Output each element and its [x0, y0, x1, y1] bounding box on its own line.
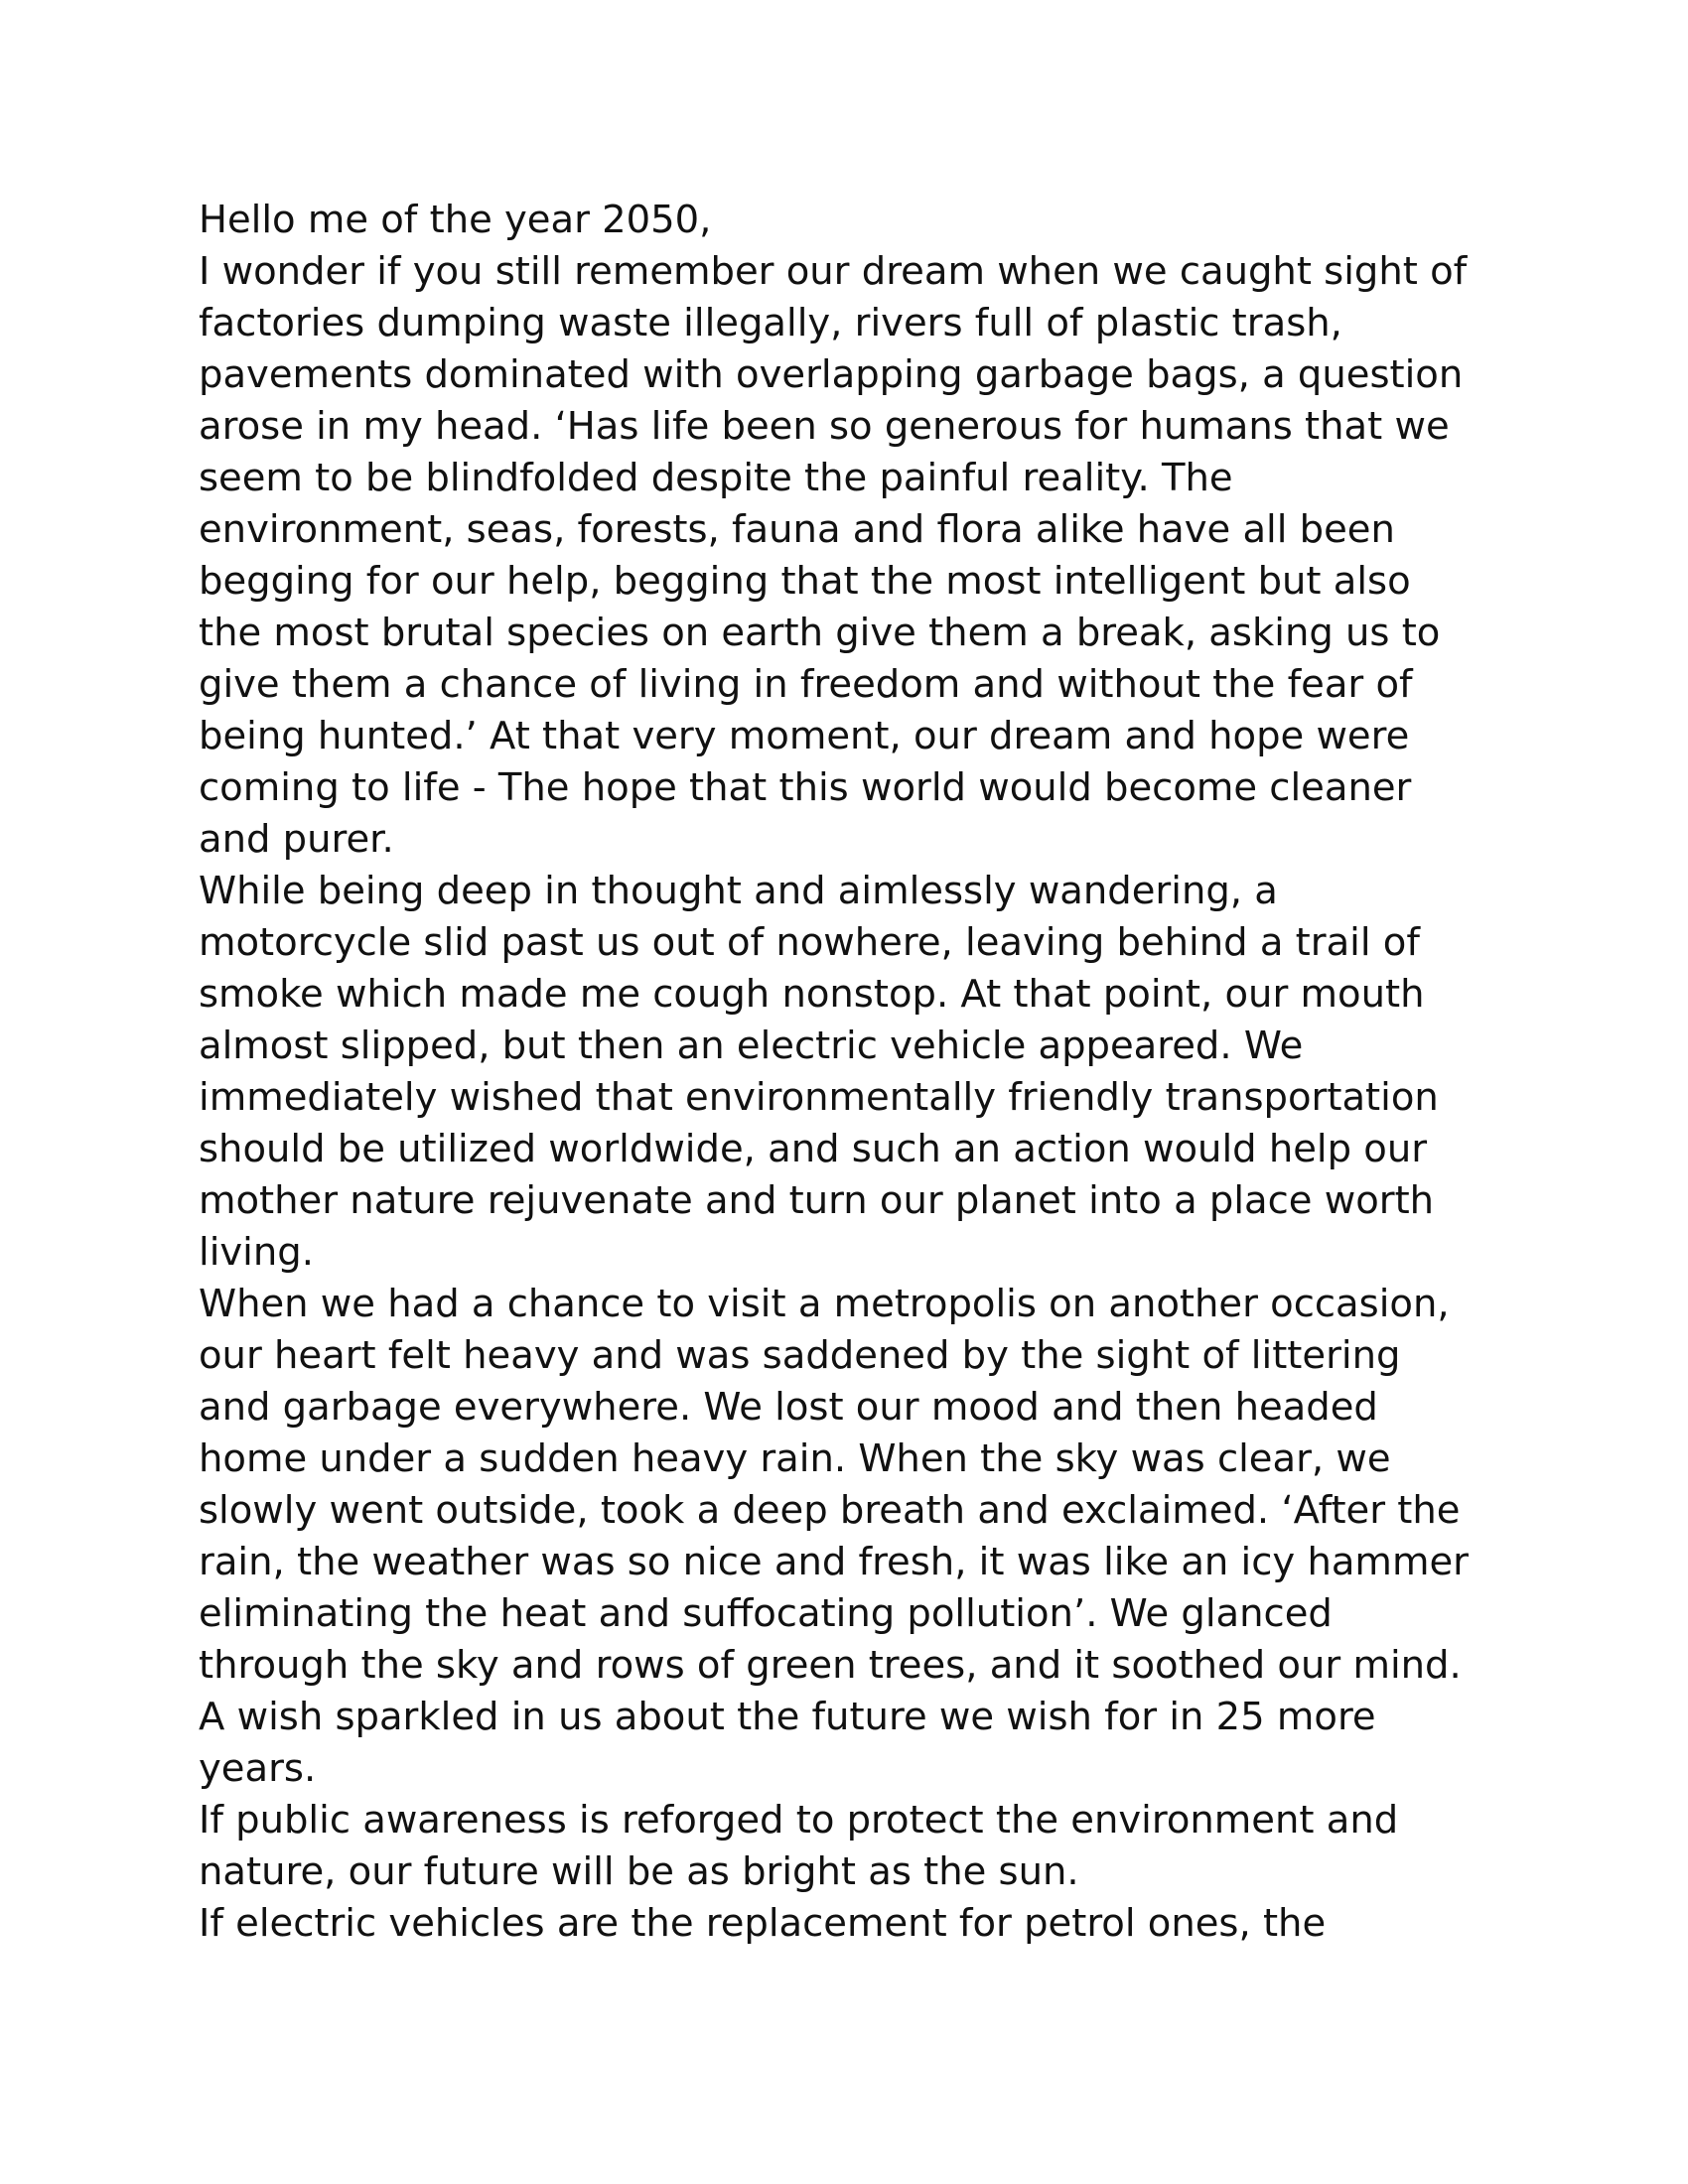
paragraph-dream: I wonder if you still remember our dream when we caught sight of factories dumping waste illegally, rivers full of plastic trash, pavements dominated with overlapping garbage bags, a question arose in my head. ‘Has life been so generous for humans that we seem to be blindfolded despite the painful reality. The environment, seas, forests, fauna and flora alike have all been begging for our help, begging that the most intelligent but also the most brutal species on earth give them a break, asking us to give them a chance of living in freedom and without the fear of being hunted.’ At that very moment, our dream and hope were coming to life - The hope that this world would become cleaner and purer.	[199, 249, 1468, 862]
paragraph-public-awareness: If public awareness is reforged to protect the environment and nature, our future will be as bright as the sun.	[199, 1798, 1399, 1894]
letter-body	[199, 195, 1499, 1950]
paragraph-electric-vehicles: If electric vehicles are the replacement for petrol ones, the	[199, 1901, 1327, 1946]
paragraph-motorcycle: While being deep in thought and aimlessly wandering, a motorcycle slid past us out of nowhere, leaving behind a trail of smoke which made me cough nonstop. At that point, our mouth almost slipped, but then an electric vehicle appeared. We immediately wished that environmentally friendly transportation should be utilized worldwide, and such an action would help our mother nature rejuvenate and turn our planet into a place worth living.	[199, 869, 1439, 1275]
paragraph-metropolis: When we had a chance to visit a metropolis on another occasion, our heart felt heavy and was saddened by the sight of littering and garbage everywhere. We lost our mood and then headed home under a sudden heavy rain. When the sky was clear, we slowly went outside, took a deep breath and exclaimed. ‘After the rain, the weather was so nice and fresh, it was like an icy hammer eliminating the heat and suffocating pollution’. We glanced through the sky and rows of green trees, and it soothed our mind. A wish sparkled in us about the future we wish for in 25 more years.	[199, 1282, 1469, 1791]
letter-greeting: Hello me of the year 2050,	[199, 198, 712, 242]
